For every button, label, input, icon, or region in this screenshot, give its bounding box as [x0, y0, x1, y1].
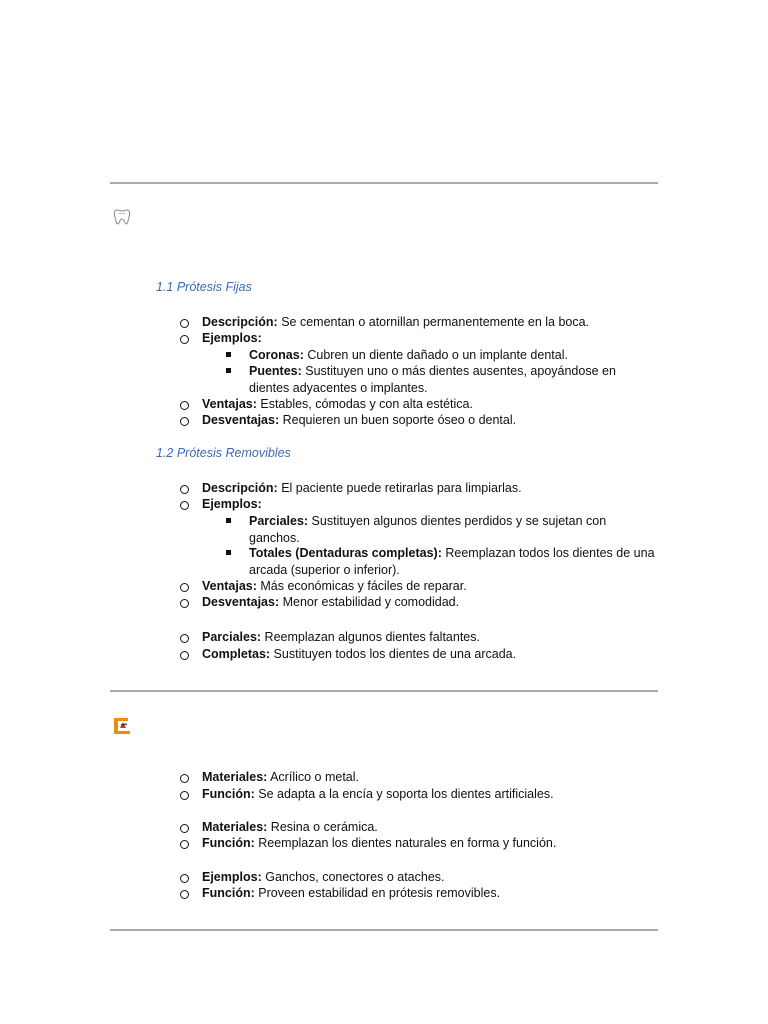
list-item: Descripción: El paciente puede retirarlas para limpiarlas.	[202, 481, 522, 495]
list-item: Parciales: Reemplazan algunos dientes faltantes.	[202, 630, 480, 644]
divider-middle	[110, 690, 658, 692]
bullet	[180, 417, 189, 426]
bullet	[180, 335, 189, 344]
list-item: Desventajas: Requieren un buen soporte óseo o dental.	[202, 413, 517, 427]
bullet	[180, 634, 189, 643]
list-item: Totales (Dentaduras completas): Reemplazan todos los dientes de una arcada (superior o inferior).	[249, 546, 655, 577]
bullet	[180, 890, 189, 899]
list-item: Materiales: Resina o cerámica.	[202, 820, 378, 834]
list-item: Función: Proveen estabilidad en prótesis removibles.	[202, 886, 501, 900]
divider-top	[110, 182, 658, 184]
list-item: Coronas: Cubren un diente dañado o un implante dental.	[249, 348, 568, 362]
bullet	[180, 583, 189, 592]
bullet	[180, 485, 189, 494]
bullet	[180, 840, 189, 849]
bullet	[180, 651, 189, 660]
bullet	[180, 501, 189, 510]
list-item: Completas: Sustituyen todos los dientes de una arcada.	[202, 647, 517, 661]
tooth-icon	[112, 207, 132, 227]
list-item: Puentes: Sustituyen uno o más dientes ausentes, apoyándose en dientes adyacentes o implantes.	[249, 364, 616, 395]
list-item: Ejemplos:	[202, 331, 262, 345]
list-item: Ejemplos:	[202, 497, 262, 511]
square-bullet	[226, 352, 231, 357]
bullet	[180, 824, 189, 833]
list-item: Materiales: Acrílico o metal.	[202, 770, 360, 784]
list-item: Ventajas: Más económicas y fáciles de reparar.	[202, 579, 467, 593]
square-bullet	[226, 550, 231, 555]
bullet	[180, 319, 189, 328]
list-item: Desventajas: Menor estabilidad y comodidad.	[202, 595, 460, 609]
square-bullet	[226, 518, 231, 523]
bullet	[180, 774, 189, 783]
bullet	[180, 599, 189, 608]
base-icon	[112, 716, 132, 736]
list-item: Descripción: Se cementan o atornillan permanentemente en la boca.	[202, 315, 590, 329]
list-item: Parciales: Sustituyen algunos dientes perdidos y se sujetan con ganchos.	[249, 514, 607, 545]
list-item: Ejemplos: Ganchos, conectores o ataches.	[202, 870, 445, 884]
list-item: Ventajas: Estables, cómodas y con alta estética.	[202, 397, 473, 411]
subheading-protesis-removibles: 1.2 Prótesis Removibles	[156, 446, 291, 460]
bullet	[180, 791, 189, 800]
square-bullet	[226, 368, 231, 373]
subheading-protesis-fijas: 1.1 Prótesis Fijas	[156, 280, 252, 294]
bullet	[180, 874, 189, 883]
list-item: Función: Se adapta a la encía y soporta los dientes artificiales.	[202, 787, 554, 801]
list-item: Función: Reemplazan los dientes naturales en forma y función.	[202, 836, 557, 850]
divider-bottom	[110, 929, 658, 931]
bullet	[180, 401, 189, 410]
